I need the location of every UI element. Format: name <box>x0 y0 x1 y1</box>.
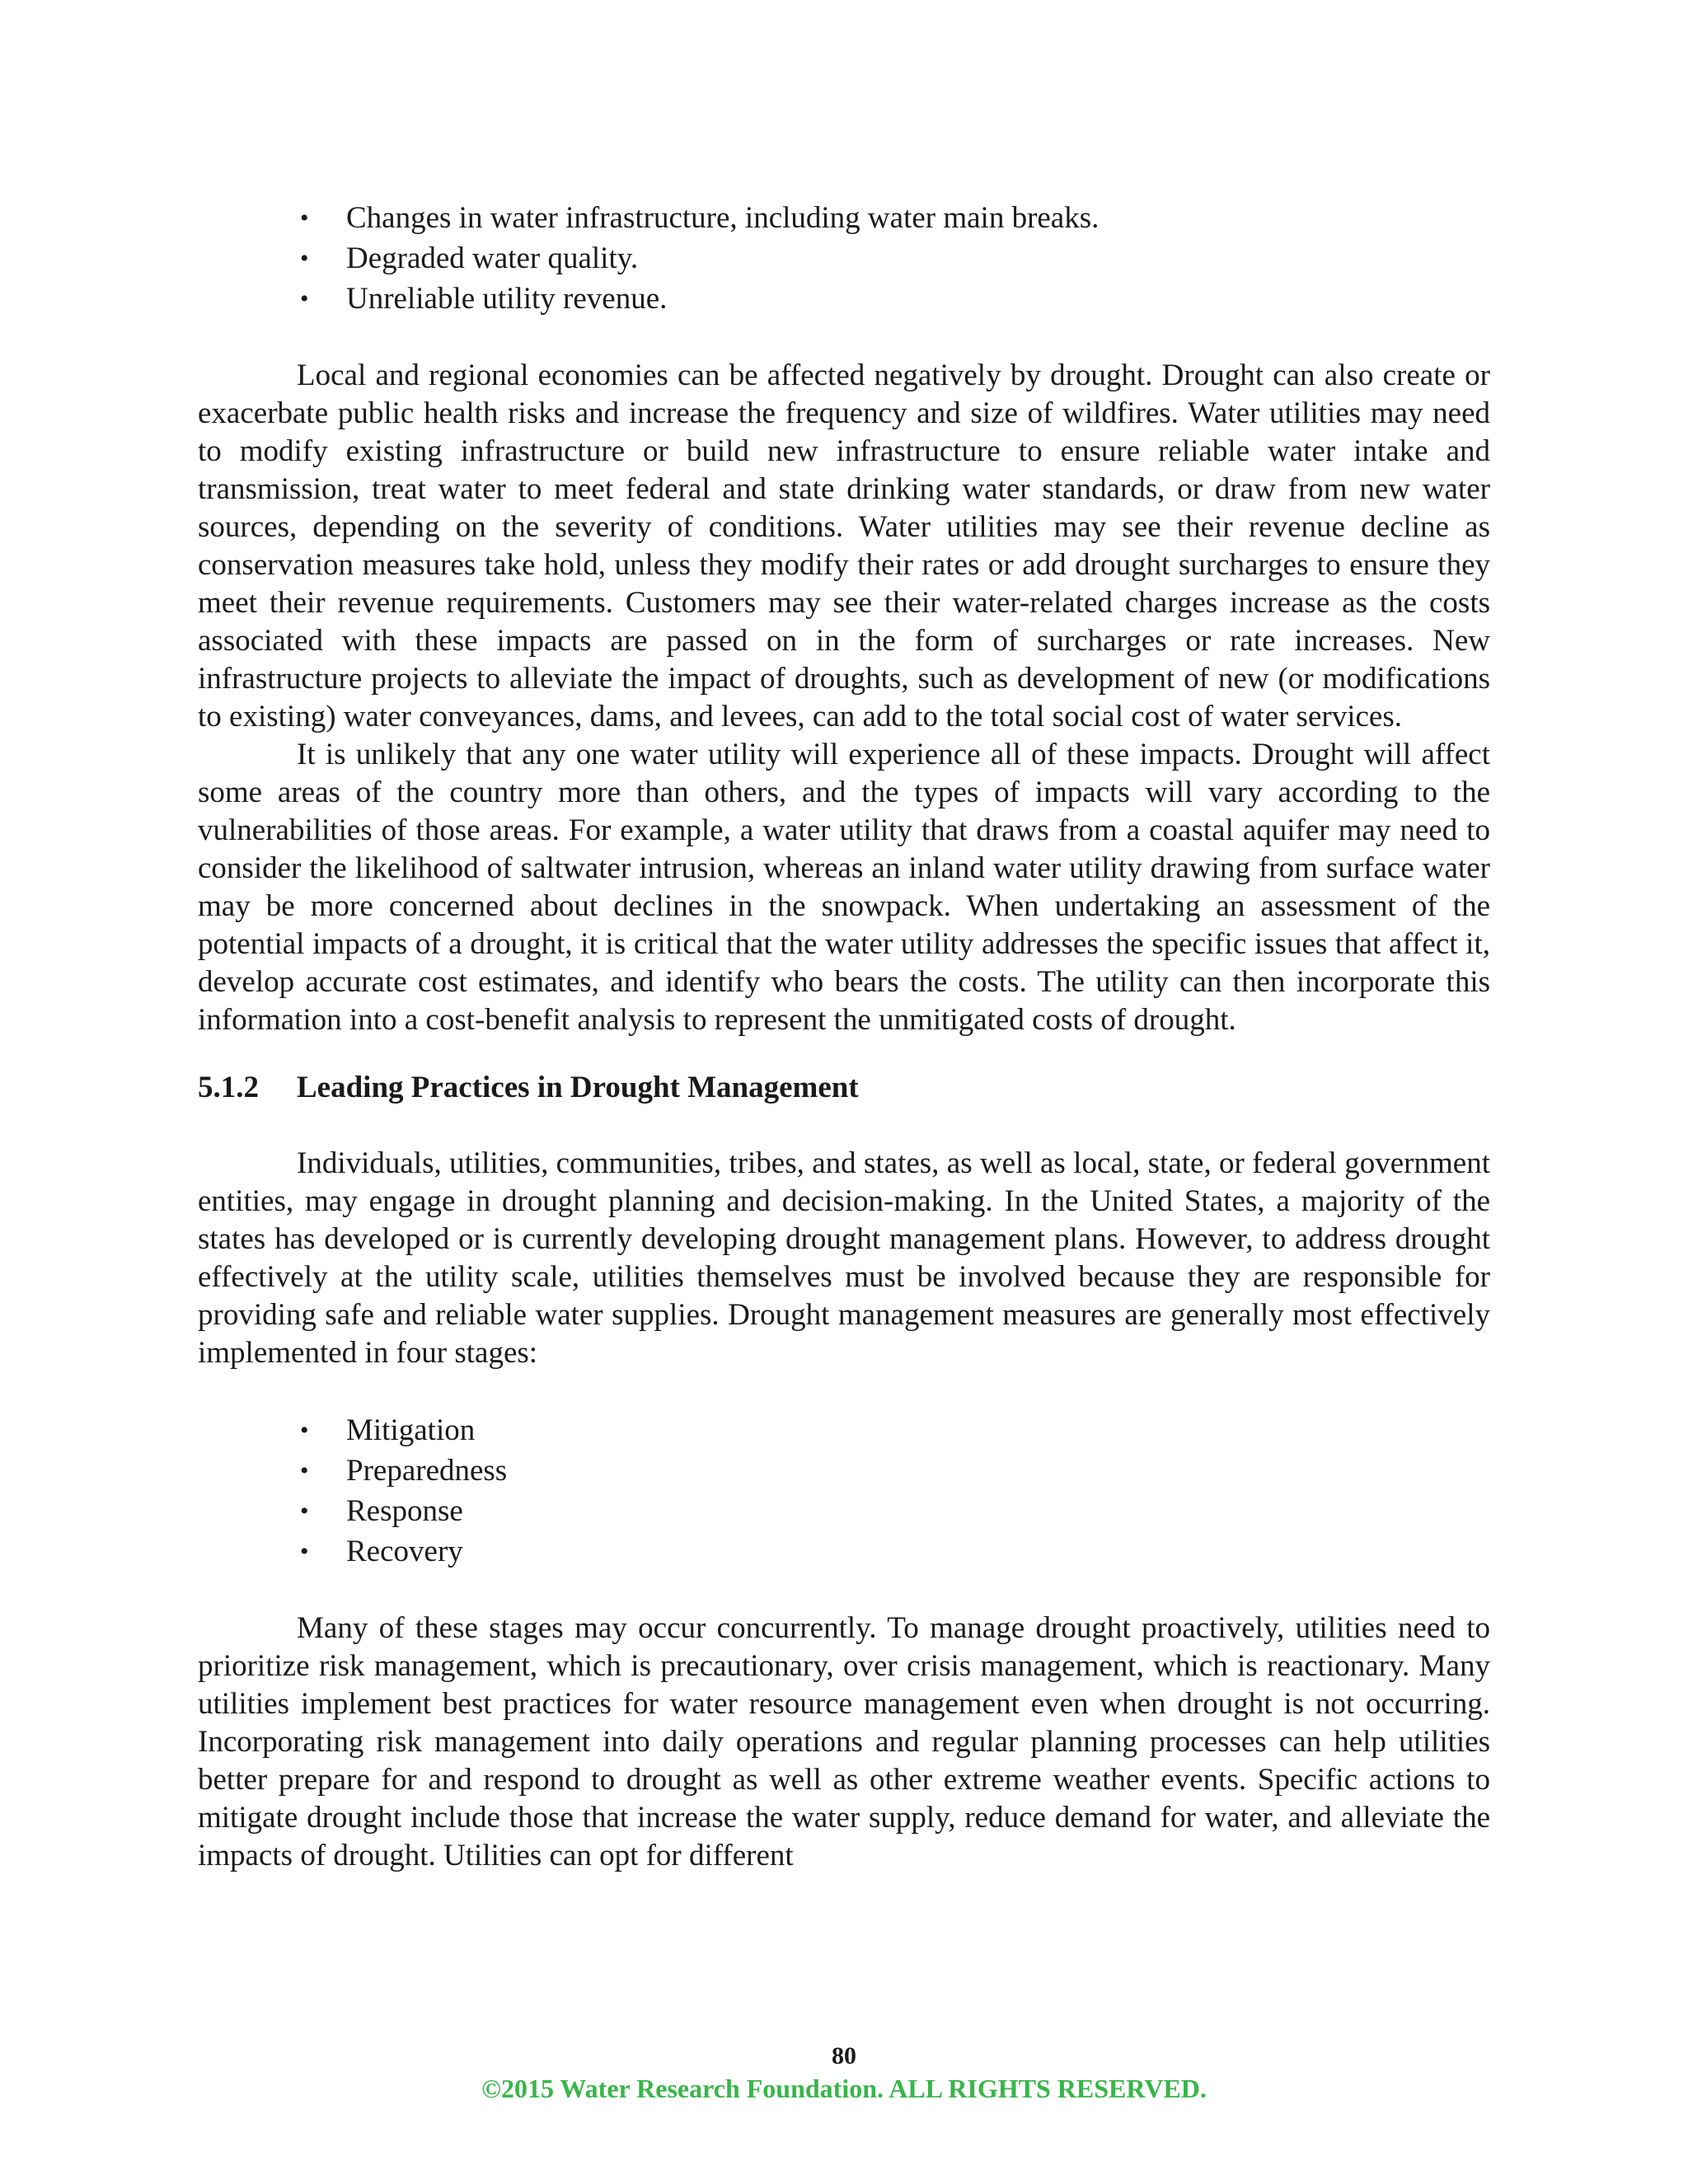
bullet-icon: • <box>300 1417 309 1444</box>
paragraph-drought-planning: Individuals, utilities, communities, tribes, and states, as well as local, state, or federal government entities, may engage in drought planning and decision-making. In the United States, a majority of the states has developed or is currently developing drought management plans. However, to address drought effectively at the utility scale, utilities themselves must be involved because they are responsible for providing safe and reliable water supplies. Drought management measures are generally most effectively implemented in four stages: <box>198 1146 1490 1370</box>
bullet-icon: • <box>300 204 309 232</box>
bullet-icon: • <box>300 245 309 272</box>
section-number: 5.1.2 <box>198 1071 259 1104</box>
list-item: • Unreliable utility revenue. <box>346 279 1490 319</box>
section-title: Leading Practices in Drought Management <box>297 1071 859 1104</box>
paragraph-risk-management: Many of these stages may occur concurrently. To manage drought proactively, utilities need to prioritize risk management, which is precautionary, over crisis management, which is reactionary. Many utilities implement best practices for water resource management even when drought is not occurring. Incorporating risk management into daily operations and regular planning processes can help utilities better prepare for and respond to drought as well as other extreme weather events. Specific actions to mitigate drought include those that increase the water supply, reduce demand for water, and alleviate the impacts of drought. Utilities can opt for different <box>198 1611 1490 1872</box>
bullet-icon: • <box>300 1457 309 1484</box>
copyright-notice: ©2015 Water Research Foundation. ALL RIGHTS RESERVED. <box>481 2074 1207 2103</box>
bullet-icon: • <box>300 285 309 312</box>
list-item: • Changes in water infrastructure, including water main breaks. <box>346 198 1490 238</box>
stages-bullet-list <box>198 1410 1490 1572</box>
paragraph-economic-impacts: Local and regional economies can be affected negatively by drought. Drought can also create or exacerbate public health risks and increase the frequency and size of wildfires. Water utilities may need to modify existing infrastructure or build new infrastructure to ensure reliable water intake and transmission, treat water to meet federal and state drinking water standards, or draw from new water sources, depending on the severity of conditions. Water utilities may see their revenue decline as conservation measures take hold, unless they modify their rates or add drought surcharges to ensure they meet their revenue requirements. Customers may see their water-related charges increase as the costs associated with these impacts are passed on in the form of surcharges or rate increases. New infrastructure projects to alleviate the impact of droughts, such as development of new (or modifications to existing) water conveyances, dams, and levees, can add to the total social cost of water services. <box>198 359 1490 733</box>
page-number: 80 <box>832 2042 856 2069</box>
list-item: • Recovery <box>346 1531 1490 1572</box>
impact-bullet-list <box>198 198 1490 319</box>
list-item: • Mitigation <box>346 1410 1490 1451</box>
bullet-icon: • <box>300 1538 309 1565</box>
document-page <box>198 198 1490 1875</box>
list-item: • Preparedness <box>346 1451 1490 1491</box>
list-item: • Response <box>346 1491 1490 1531</box>
section-heading <box>198 1069 1490 1107</box>
paragraph-utility-impacts: It is unlikely that any one water utility will experience all of these impacts. Drought will affect some areas of the country more than others, and the types of impacts will vary according to the vulnerabilities of those areas. For example, a water utility that draws from a coastal aquifer may need to consider the likelihood of saltwater intrusion, whereas an inland water utility drawing from surface water may be more concerned about declines in the snowpack. When undertaking an assessment of the potential impacts of a drought, it is critical that the water utility addresses the specific issues that affect it, develop accurate cost estimates, and identify who bears the costs. The utility can then incorporate this information into a cost-benefit analysis to represent the unmitigated costs of drought. <box>198 738 1490 1037</box>
list-item: • Degraded water quality. <box>346 238 1490 279</box>
bullet-icon: • <box>300 1497 309 1525</box>
